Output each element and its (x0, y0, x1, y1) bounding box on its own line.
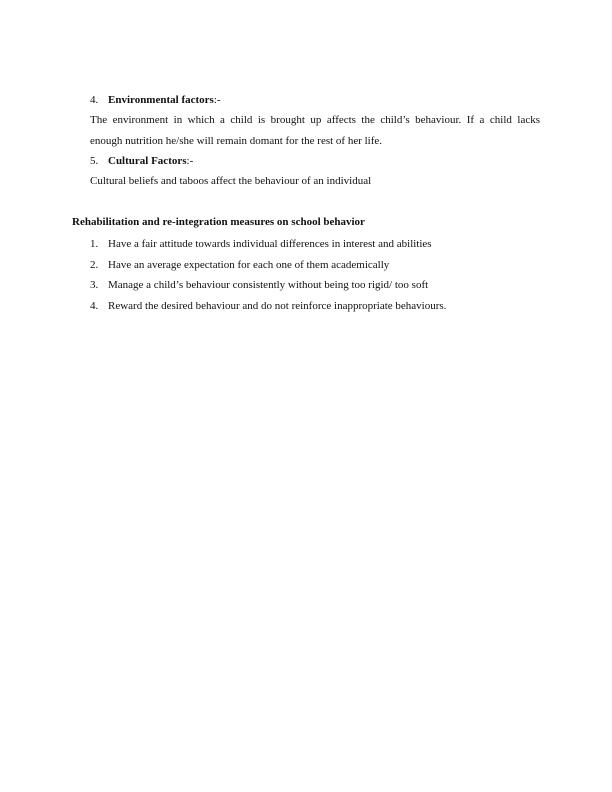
heading-suffix: :- (186, 155, 194, 167)
heading-title: Cultural Factors (108, 155, 187, 167)
list-item-text: Reward the desired behaviour and do not reinforce inappropriate behaviours. (108, 300, 447, 312)
list-number: 5. (90, 155, 99, 167)
paragraph-line: The environment in which a child is brought up affects the child’s behaviour. If a child lacks (90, 114, 540, 126)
heading-text (108, 93, 221, 107)
heading-suffix: :- (213, 94, 221, 106)
heading-text (108, 154, 193, 168)
list-number: 2. (90, 259, 99, 271)
paragraph-line: enough nutrition he/she will remain domant for the rest of her life. (90, 135, 383, 147)
list-number: 4. (90, 94, 99, 106)
paragraph-line: Cultural beliefs and taboos affect the behaviour of an individual (90, 175, 372, 187)
list-number: 1. (90, 238, 99, 250)
list-number: 3. (90, 279, 99, 291)
list-item-text: Manage a child’s behaviour consistently without being too rigid/ too soft (108, 279, 429, 291)
heading-title: Environmental factors (108, 94, 214, 106)
section-heading (72, 215, 365, 229)
list-item-text: Have a fair attitude towards individual differences in interest and abilities (108, 238, 432, 250)
section-heading-text: Rehabilitation and re-integration measures on school behavior (72, 216, 365, 228)
list-item-text: Have an average expectation for each one of them academically (108, 259, 390, 271)
list-number: 4. (90, 300, 99, 312)
